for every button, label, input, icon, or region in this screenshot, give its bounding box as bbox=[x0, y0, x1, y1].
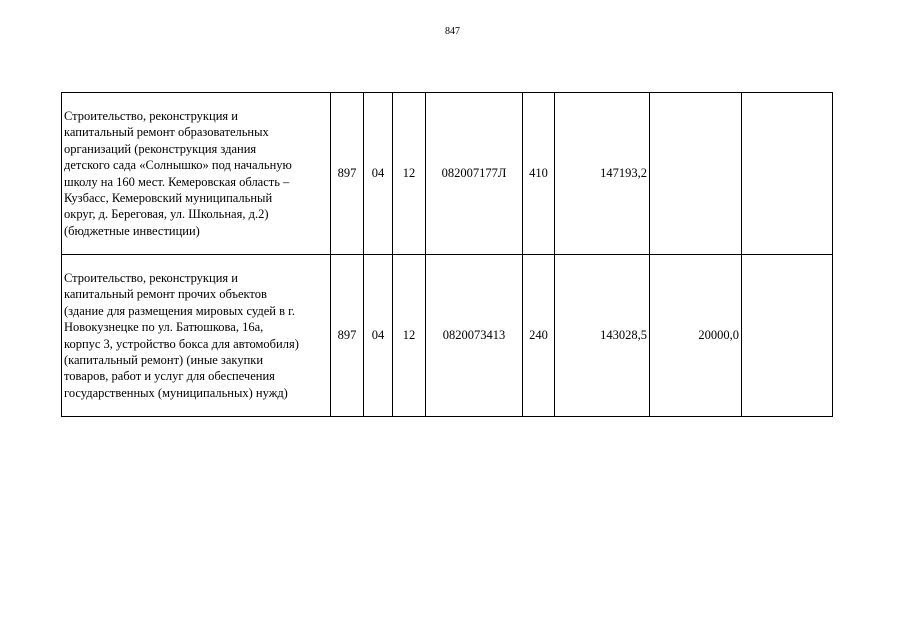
amount-2-cell bbox=[650, 93, 742, 255]
amount-2-cell: 20000,0 bbox=[650, 255, 742, 417]
target-article-cell: 0820073413 bbox=[426, 255, 523, 417]
subsection-code-cell: 12 bbox=[393, 255, 426, 417]
section-code-cell: 04 bbox=[364, 255, 393, 417]
expense-name-cell: Строительство, реконструкция и капитальный ремонт прочих объектов (здание для размещения мировых судей в г. Новокузнецке по ул. Батюшкова, 16а, корпус 3, устройство бокса для автомобиля) (капитальный ремонт) (иные закупки товаров, работ и услуг для обеспечения государственных (муниципальных) нужд) bbox=[62, 255, 331, 417]
page-number: 847 bbox=[445, 26, 460, 37]
amount-1-cell: 143028,5 bbox=[555, 255, 650, 417]
target-article-cell: 082007177Л bbox=[426, 93, 523, 255]
subsection-code-cell: 12 bbox=[393, 93, 426, 255]
ministry-code-cell: 897 bbox=[331, 255, 364, 417]
section-code-cell: 04 bbox=[364, 93, 393, 255]
amount-3-cell bbox=[742, 255, 833, 417]
amount-3-cell bbox=[742, 93, 833, 255]
budget-table bbox=[61, 92, 833, 417]
expense-name-cell: Строительство, реконструкция и капитальный ремонт образовательных организаций (реконструкция здания детского сада «Солнышко» под начальную школу на 160 мест. Кемеровская область – Кузбасс, Кемеровский муниципальный округ, д. Береговая, ул. Школьная, д.2) (бюджетные инвестиции) bbox=[62, 93, 331, 255]
amount-1-cell: 147193,2 bbox=[555, 93, 650, 255]
expense-type-cell: 240 bbox=[523, 255, 555, 417]
table-row bbox=[62, 255, 833, 417]
ministry-code-cell: 897 bbox=[331, 93, 364, 255]
table-row bbox=[62, 93, 833, 255]
expense-type-cell: 410 bbox=[523, 93, 555, 255]
